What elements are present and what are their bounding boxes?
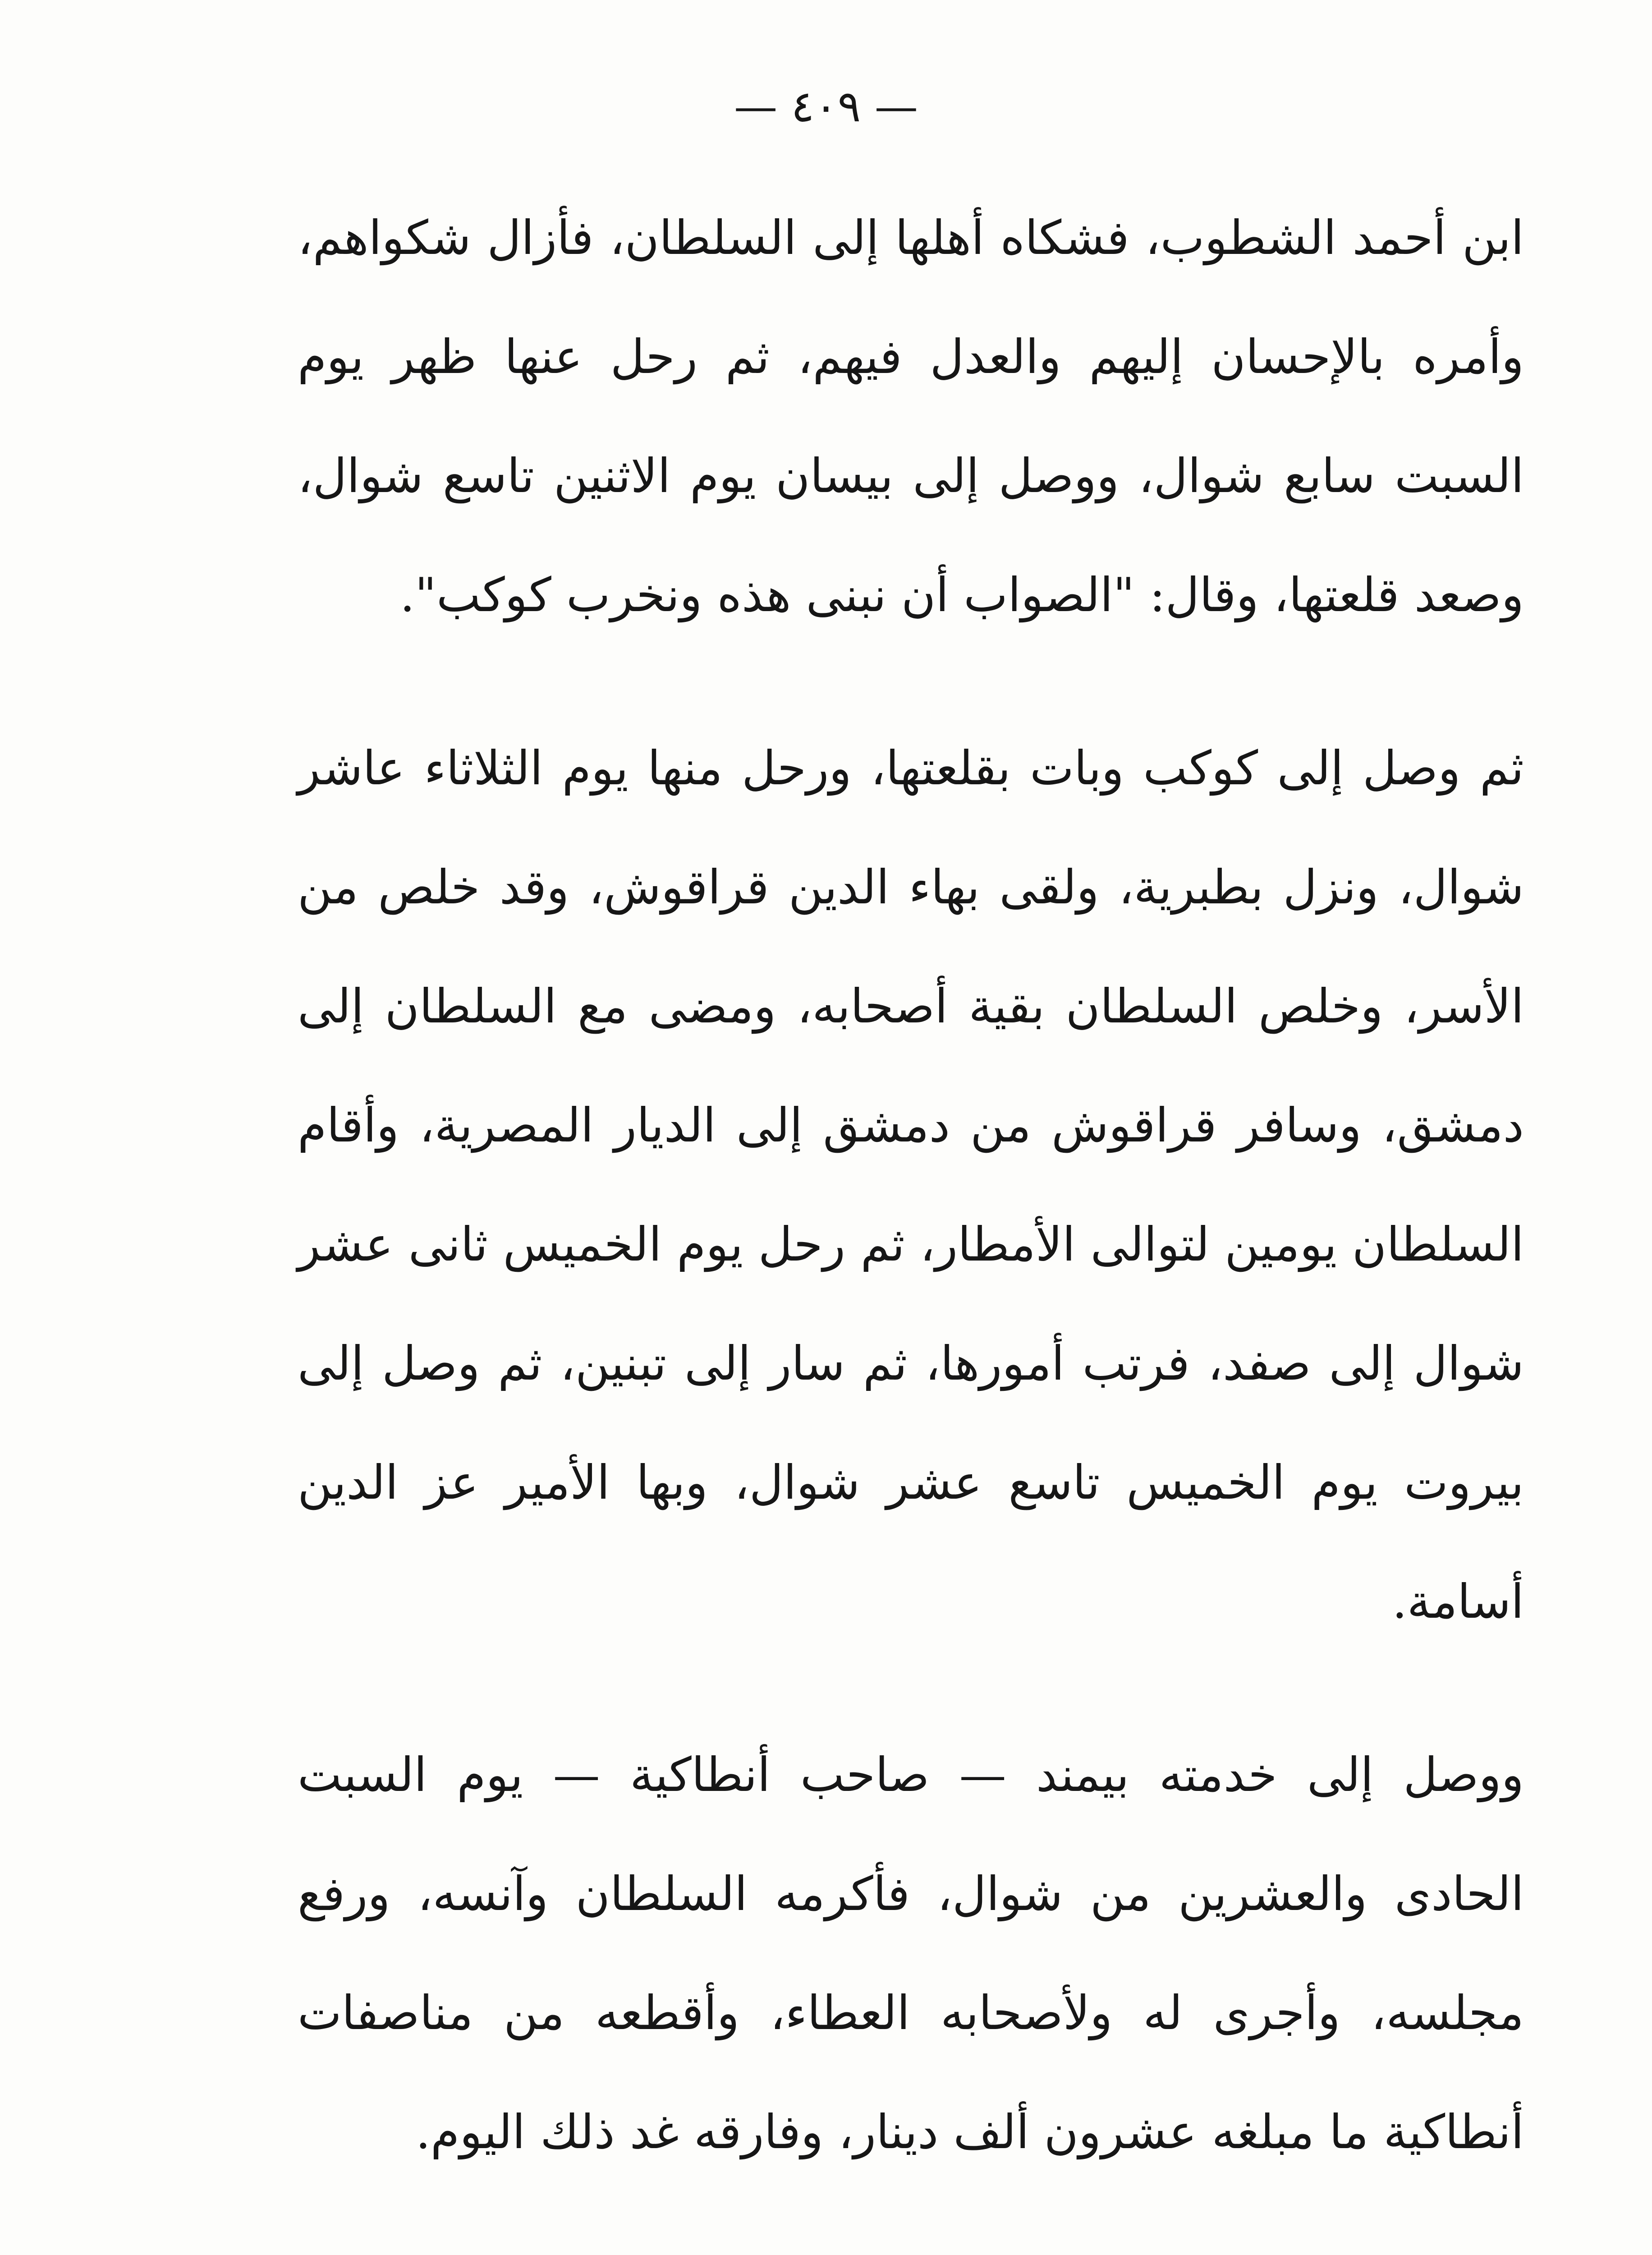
paragraph-3: ووصل إلى خدمته بيمند — صاحب أنطاكية — يوم السبت الحادى والعشرين من شوال، فأكرمه السلطان وآنسه، ورفع مجلسه، وأجرى له ولأصحابه العطاء، وأقطعه من مناصفات أنطاكية ما مبلغه عشرون ألف دينار، وفارقه غد ذلك اليوم. bbox=[298, 1747, 1524, 2159]
page-body bbox=[298, 178, 1524, 2255]
page-number: — ٤٠٩ — bbox=[734, 81, 918, 132]
paragraph-1: ابن أحمد الشطوب، فشكاه أهلها إلى السلطان، فأزال شكواهم، وأمره بالإحسان إليهم والعدل فيهم، ثم رحل عنها ظهر يوم السبت سابع شوال، ووصل إلى بيسان يوم الاثنين تاسع شوال، وصعد قلعتها، وقال: "الصواب أن نبنى هذه ونخرب كوكب". bbox=[298, 210, 1524, 622]
paragraph-2: ثم وصل إلى كوكب وبات بقلعتها، ورحل منها يوم الثلاثاء عاشر شوال، ونزل بطبرية، ولقى بهاء الدين قراقوش، وقد خلص من الأسر، وخلص السلطان بقية أصحابه، ومضى مع السلطان إلى دمشق، وسافر قراقوش من دمشق إلى الديار المصرية، وأقام السلطان يومين لتوالى الأمطار، ثم رحل يوم الخميس ثانى عشر شوال إلى صفد، فرتب أمورها، ثم سار إلى تبنين، ثم وصل إلى بيروت يوم الخميس تاسع عشر شوال، وبها الأمير عز الدين أسامة. bbox=[298, 741, 1524, 1629]
paragraph-4 bbox=[298, 2246, 1524, 2255]
